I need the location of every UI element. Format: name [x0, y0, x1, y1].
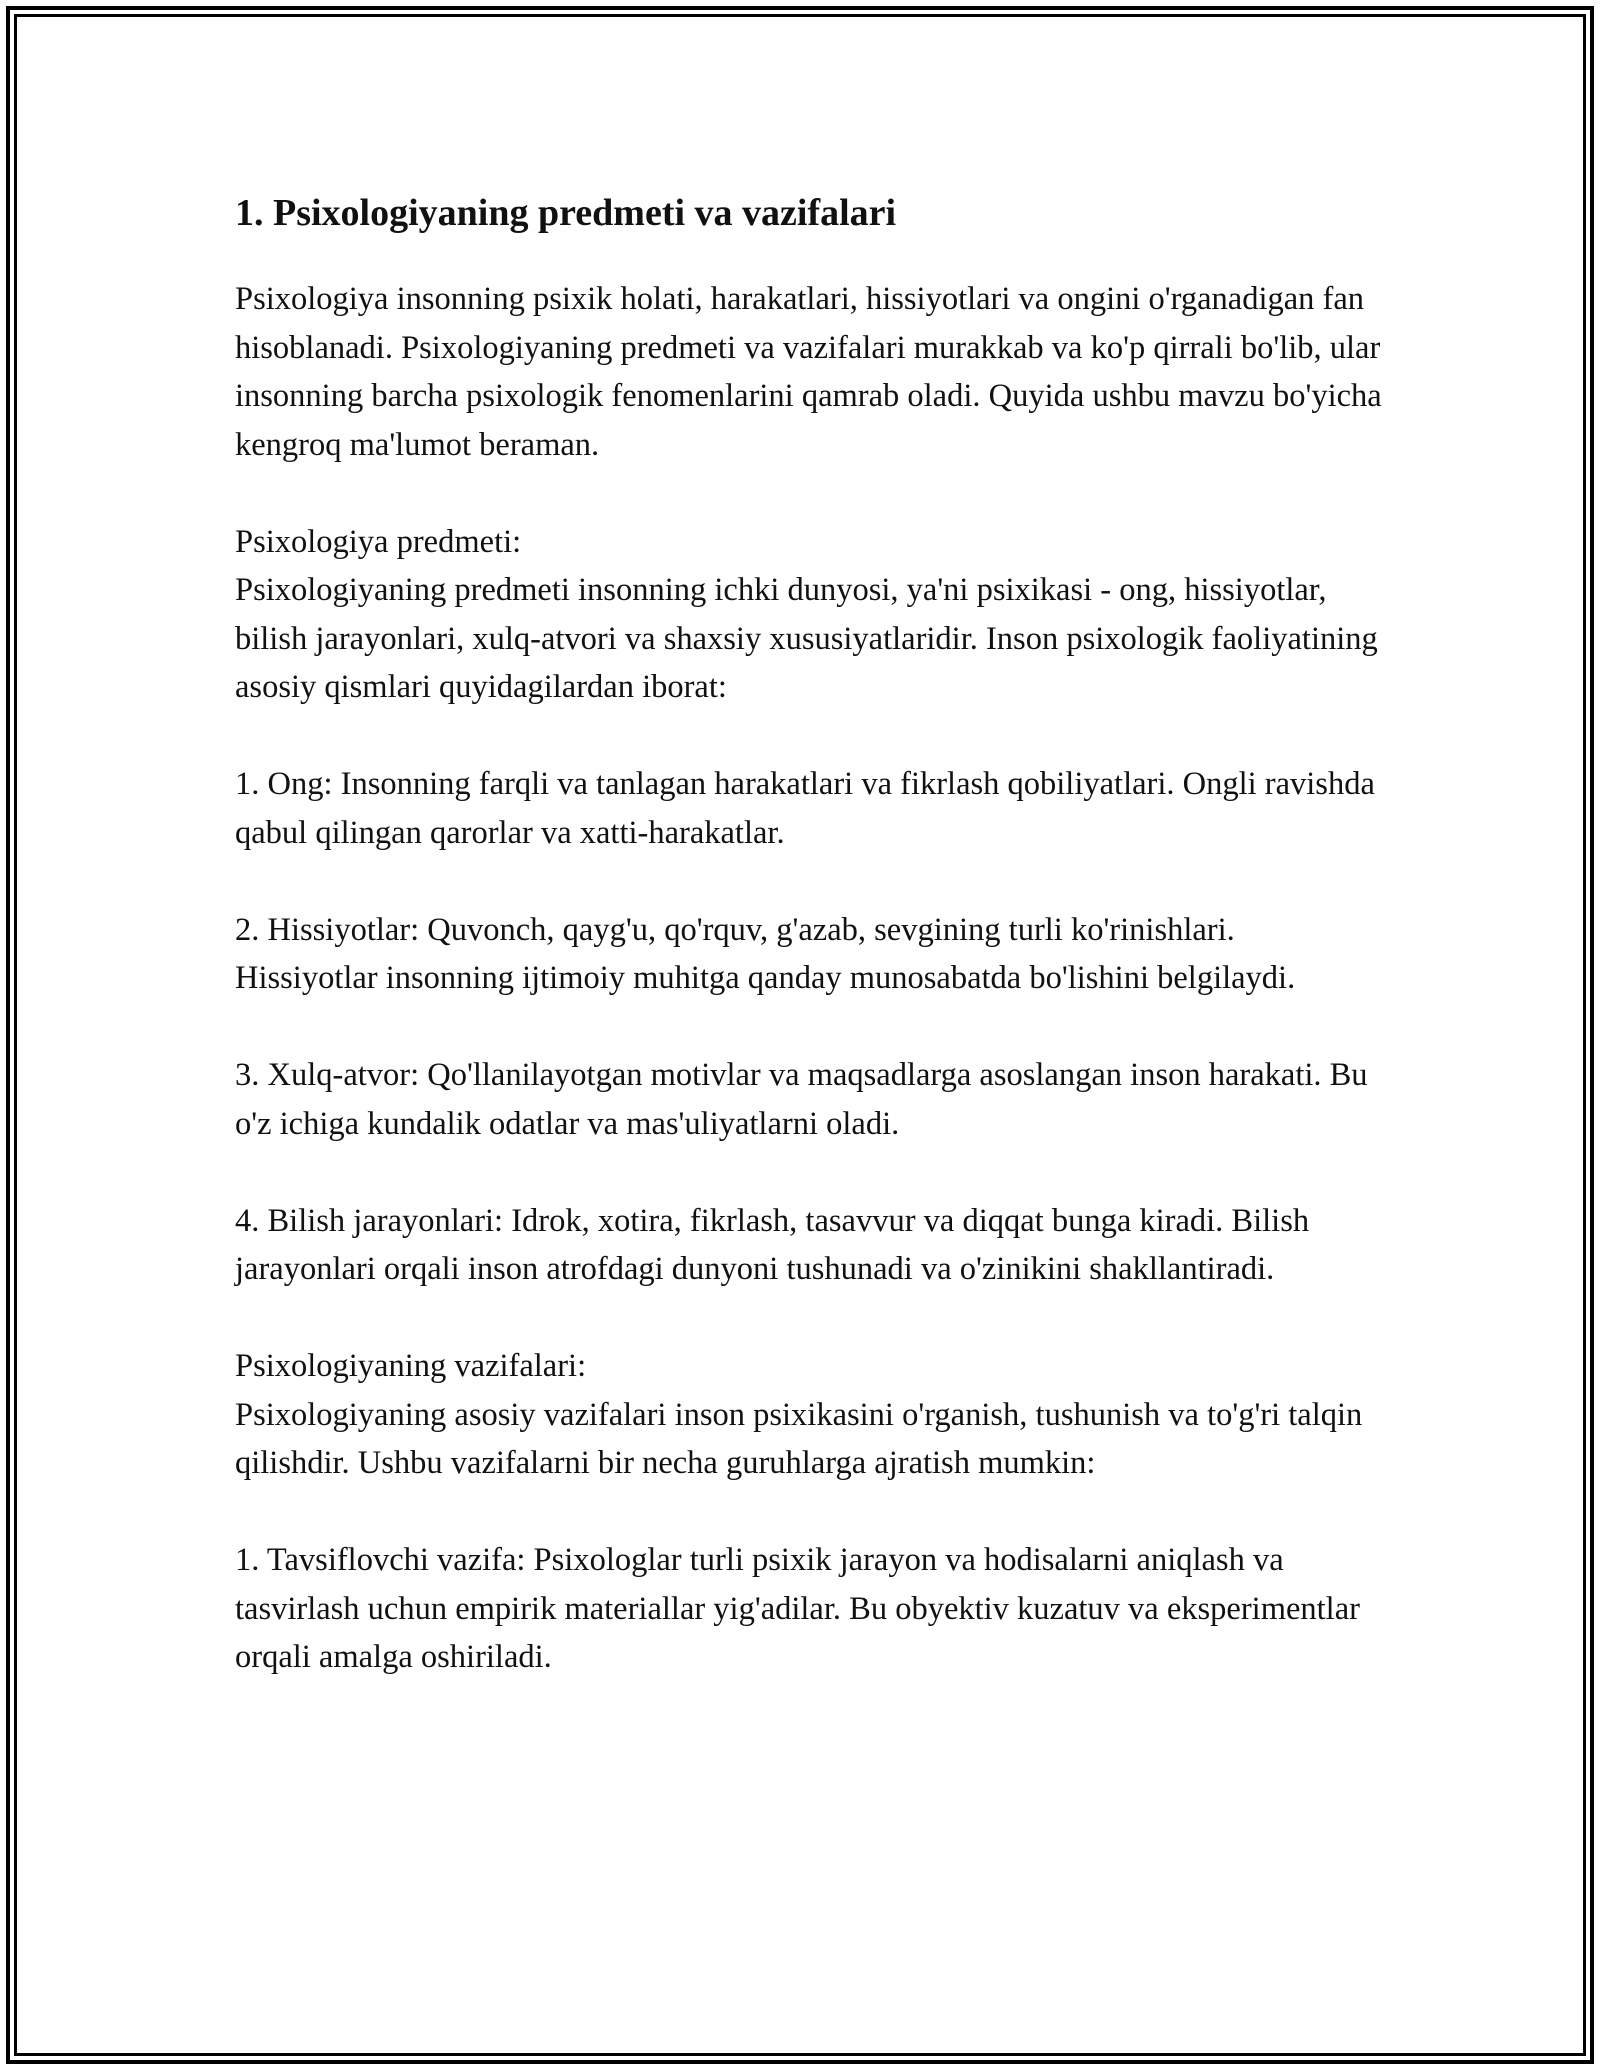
tasks-paragraph: Psixologiyaning asosiy vazifalari inson psixikasini o'rganish, tushunish va to'g'ri talqin qilishdir. Ushbu vazifalarni bir necha guruhlarga ajratish mumkin:	[235, 1396, 1363, 1481]
paragraph-gap	[235, 469, 1385, 518]
paragraph-gap	[235, 1148, 1385, 1197]
document-body	[235, 185, 1385, 1682]
subject-paragraph: Psixologiyaning predmeti insonning ichki dunyosi, ya'ni psixikasi - ong, hissiyotlar, bilish jarayonlari, xulq-atvori va shaxsiy xususiyatlaridir. Inson psixologik faoliyatining asosiy qismlari quyidagilardan iborat:	[235, 572, 1378, 705]
tasks-list-item: 1. Tavsiflovchi vazifa: Psixologlar turli psixik jarayon va hodisalarni aniqlash va tasvirlash uchun empirik materiallar yig'adilar. Bu obyektiv kuzatuv va eksperimentlar orqali amalga oshiriladi.	[235, 1542, 1360, 1675]
subject-list-item: 1. Ong: Insonning farqli va tanlagan harakatlari va fikrlash qobiliyatlari. Ongli ravishda qabul qilingan qarorlar va xatti-harakatlar.	[235, 766, 1375, 851]
subject-list-item: 3. Xulq-atvor: Qo'llanilayotgan motivlar va maqsadlarga asoslangan inson harakati. Bu o'z ichiga kundalik odatlar va mas'uliyatlarni oladi.	[235, 1057, 1368, 1142]
paragraph-gap	[235, 1003, 1385, 1052]
intro-paragraph: Psixologiya insonning psixik holati, harakatlari, hissiyotlari va ongini o'rganadigan fan hisoblanadi. Psixologiyaning predmeti va vazifalari murakkab va ko'p qirrali bo'lib, ular insonning barcha psixologik fenomenlarini qamrab oladi. Quyida ushbu mavzu bo'yicha kengroq ma'lumot beraman.	[235, 281, 1382, 463]
paragraph-gap	[235, 857, 1385, 906]
page-title: 1. Psixologiyaning predmeti va vazifalari	[235, 192, 897, 234]
subject-heading: Psixologiya predmeti:	[235, 523, 522, 560]
paragraph-gap	[235, 1294, 1385, 1343]
paragraph-gap	[235, 712, 1385, 761]
paragraph-gap	[235, 1488, 1385, 1537]
subject-list-item: 4. Bilish jarayonlari: Idrok, xotira, fikrlash, tasavvur va diqqat bunga kiradi. Bilish jarayonlari orqali inson atrofdagi dunyoni tushunadi va o'zinikini shakllantiradi.	[235, 1202, 1310, 1287]
tasks-heading: Psixologiyaning vazifalari:	[235, 1348, 587, 1384]
subject-list-item: 2. Hissiyotlar: Quvonch, qayg'u, qo'rquv, g'azab, sevgining turli ko'rinishlari. Hissiyotlar insonning ijtimoiy muhitga qanday munosabatda bo'lishini belgilaydi.	[235, 911, 1296, 996]
